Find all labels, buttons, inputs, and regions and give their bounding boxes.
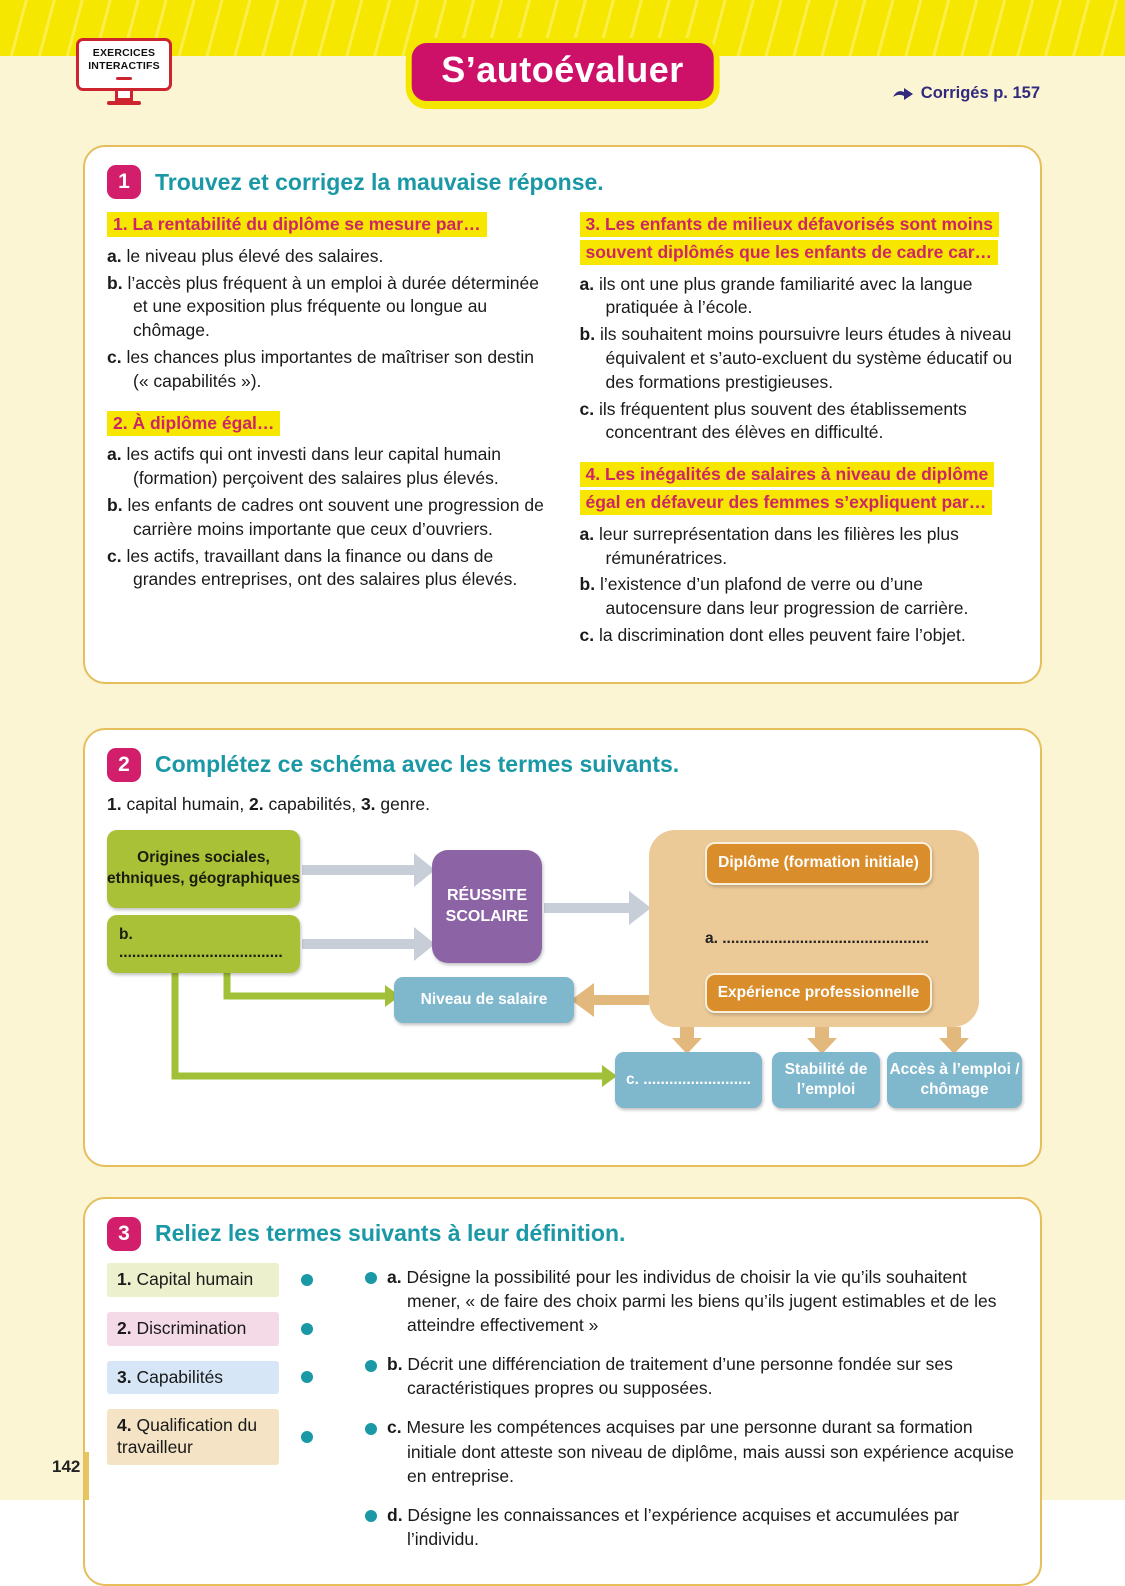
- section-1-heading: Trouvez et corrigez la mauvaise réponse.: [155, 168, 604, 195]
- question-1-option-b: b. l’accès plus fréquent à un emploi à durée déterminée et une exposition plus fréquente ou longue au chômage.: [107, 272, 539, 341]
- monitor-base: [107, 101, 141, 105]
- section-2-heading: Complétez ce schéma avec les termes suivants.: [155, 751, 680, 778]
- term-1-connector-dot[interactable]: [301, 1274, 313, 1286]
- definition-b-connector-dot[interactable]: [365, 1360, 377, 1372]
- question-2-title: 2. À diplôme égal…: [107, 411, 280, 436]
- question-4-option-b: b. l’existence d’un plafond de verre ou d’une autocensure dans leur progression de carrière.: [579, 574, 969, 619]
- question-1-option-a: a. le niveau plus élevé des salaires.: [107, 245, 384, 266]
- question-1-option-c: c. les chances plus importantes de maîtriser son destin (« capabilités »).: [107, 346, 535, 391]
- definition-c-connector-dot[interactable]: [365, 1423, 377, 1435]
- question-4-option-c: c. la discrimination dont elles peuvent faire l’objet.: [579, 624, 966, 645]
- section-1-right-column: [580, 211, 1019, 664]
- page-title: S’autoévaluer: [406, 38, 719, 106]
- blank-a[interactable]: a. ................................................: [705, 929, 929, 947]
- section-2-badge: 2: [107, 748, 141, 782]
- terms-column: [107, 1263, 339, 1566]
- node-experience: Expérience professionnelle: [705, 973, 932, 1013]
- question-2-option-b: b. les enfants de cadres ont souvent une progression de carrière moins importante que ceux d’ouvriers.: [107, 494, 544, 539]
- footer-gold-bar: [84, 1452, 89, 1500]
- page-number: 142: [52, 1457, 81, 1476]
- section-3-panel: [83, 1197, 1042, 1586]
- question-4-title: 4. Les inégalités de salaires à niveau de diplôme égal en défaveur des femmes s’expliquent par…: [580, 462, 995, 515]
- badge-line1: EXERCICES: [92, 47, 156, 59]
- definition-b: b. Décrit une différenciation de traitement d’une personne fondée sur ses caractéristiques propres ou supposées.: [365, 1352, 1018, 1400]
- monitor-icon: [76, 38, 172, 91]
- term-4-connector-dot[interactable]: [301, 1431, 313, 1443]
- definition-d: d. Désigne les connaissances et l’expérience acquises et accumulées par l’individu.: [365, 1503, 1018, 1551]
- monitor-dash: [116, 77, 132, 80]
- blank-c[interactable]: c. .........................: [615, 1052, 762, 1108]
- blank-b[interactable]: b. ......................................: [107, 915, 300, 973]
- node-reussite-scolaire: RÉUSSITE SCOLAIRE: [432, 850, 542, 963]
- corriges-label: Corrigés p. 157: [920, 84, 1040, 102]
- definition-d-connector-dot[interactable]: [365, 1510, 377, 1522]
- node-origines: Origines sociales, ethniques, géographiques: [107, 830, 300, 908]
- definition-c: c. Mesure les compétences acquises par une personne durant sa formation initiale dont atteste son niveau de diplôme, mais aussi son expérience acquise en entreprise.: [365, 1415, 1018, 1487]
- term-capital-humain: 1. Capital humain: [107, 1263, 339, 1297]
- definitions-column: [365, 1263, 1018, 1566]
- definition-a: a. Désigne la possibilité pour les individus de choisir la vie qu’ils souhaitent mener, « de faire des choix parmi les biens qu’ils jugent estimables et de les atteindre effectivement »: [365, 1265, 1018, 1337]
- term-qualification: 4. Qualification du travailleur: [107, 1409, 339, 1465]
- section-2-panel: [83, 728, 1042, 1167]
- question-2-option-c: c. les actifs, travaillant dans la finance ou dans de grandes entreprises, ont des salaires plus élevés.: [107, 545, 518, 590]
- question-1-title: 1. La rentabilité du diplôme se mesure par…: [107, 212, 487, 237]
- question-2-option-a: a. les actifs qui ont investi dans leur capital humain (formation) perçoivent des salaires plus élevés.: [107, 444, 501, 489]
- node-acces-emploi: Accès à l’emploi / chômage: [887, 1052, 1022, 1108]
- node-diplome: Diplôme (formation initiale): [705, 842, 932, 885]
- term-capabilites: 3. Capabilités: [107, 1361, 339, 1395]
- section-3-badge: 3: [107, 1217, 141, 1251]
- question-4: [580, 461, 1019, 648]
- question-2: [107, 410, 546, 593]
- section-1-badge: 1: [107, 165, 141, 199]
- question-3: [580, 211, 1019, 445]
- section-1-panel: [83, 145, 1042, 684]
- corriges-link: [892, 84, 1040, 103]
- node-stabilite: Stabilité de l’emploi: [772, 1052, 880, 1108]
- schema-diagram: [107, 825, 1018, 1147]
- monitor-stand: [115, 91, 133, 101]
- question-4-option-a: a. leur surreprésentation dans les filières les plus rémunératrices.: [579, 523, 959, 568]
- corriges-arrow-icon: [892, 87, 914, 101]
- term-2-connector-dot[interactable]: [301, 1323, 313, 1335]
- badge-line2: INTERACTIFS: [88, 60, 160, 73]
- definition-a-connector-dot[interactable]: [365, 1272, 377, 1284]
- question-3-option-c: c. ils fréquentent plus souvent des établissements concentrant des élèves en difficulté.: [579, 398, 967, 443]
- word-bank: 1. capital humain, 2. capabilités, 3. genre.: [107, 793, 431, 814]
- question-3-option-b: b. ils souhaitent moins poursuivre leurs études à niveau équivalent et s’auto-excluent du système éducatif ou des formations prestigieuses.: [579, 324, 1013, 392]
- term-3-connector-dot[interactable]: [301, 1371, 313, 1383]
- node-niveau-salaire: Niveau de salaire: [394, 977, 574, 1023]
- question-3-title: 3. Les enfants de milieux défavorisés sont moins souvent diplômés que les enfants de cadre car…: [580, 212, 1000, 265]
- question-1: [107, 211, 546, 394]
- interactive-exercises-badge[interactable]: [76, 38, 172, 105]
- section-3-heading: Reliez les termes suivants à leur définition.: [155, 1220, 626, 1247]
- section-1-left-column: [107, 211, 546, 664]
- question-3-option-a: a. ils ont une plus grande familiarité avec la langue pratiquée à l’école.: [579, 273, 973, 318]
- term-discrimination: 2. Discrimination: [107, 1312, 339, 1346]
